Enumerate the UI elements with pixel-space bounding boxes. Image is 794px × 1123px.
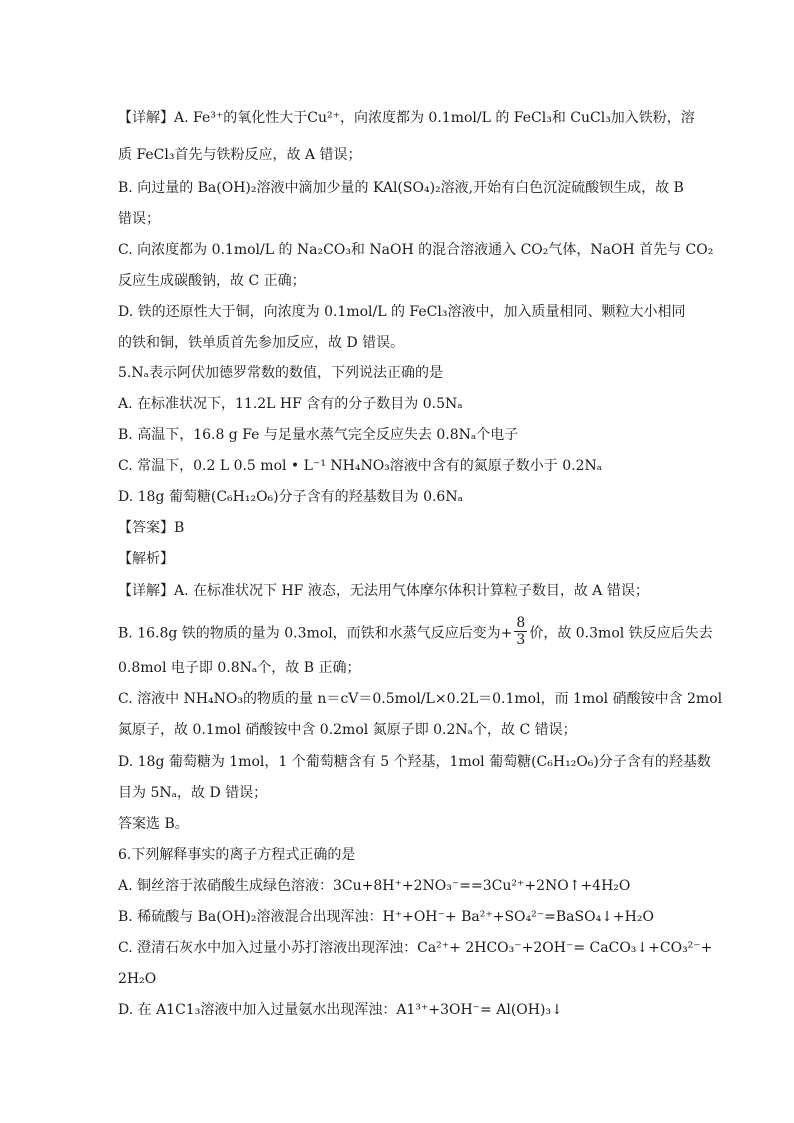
analysis-label: 【解析】	[118, 551, 174, 567]
question-5-option-b: B. 高温下，16.8 g Fe 与足量水蒸气完全反应失去 0.8Nₐ个电子	[118, 427, 519, 443]
question-6-option-b: B. 稀硫酸与 Ba(OH)₂溶液混合出现浑浊：H⁺+OH⁻+ Ba²⁺+SO₄²⁻=BaSO₄↓+H₂O	[118, 909, 654, 925]
question-6-option-a: A. 铜丝溶于浓硝酸生成绿色溶液：3Cu+8H⁺+2NO₃⁻==3Cu²⁺+2NO↑+4H₂O	[118, 878, 631, 894]
explanation-line: C. 向浓度都为 0.1mol/L 的 Na₂CO₃和 NaOH 的混合溶液通入 CO₂气体，NaOH 首先与 CO₂	[118, 242, 714, 258]
fraction-numerator: 8	[516, 615, 526, 631]
explanation-line: 【详解】A. Fe³⁺的氧化性大于Cu²⁺，向浓度都为 0.1mol/L 的 FeCl₃和 CuCl₃加入铁粉，溶	[118, 110, 695, 126]
explanation-line: C. 溶液中 NH₄NO₃的物质的量 n＝cV＝0.5mol/L×0.2L＝0.1mol，而 1mol 硝酸铵中含 2mol	[118, 691, 723, 707]
explanation-line: 氮原子，故 0.1mol 硝酸铵中含 0.2mol 氮原子即 0.2Nₐ个，故 C 错误；	[118, 722, 577, 738]
question-5-option-c: C. 常温下，0.2 L 0.5 mol • L⁻¹ NH₄NO₃溶液中含有的氮原子数小于 0.2Nₐ	[118, 458, 603, 474]
question-6-option-d: D. 在 A1C1₃溶液中加入过量氨水出现浑浊：A1³⁺+3OH⁻= Al(OH)₃↓	[118, 1002, 563, 1018]
explanation-line: D. 18g 葡萄糖为 1mol，1 个葡萄糖含有 5 个羟基，1mol 葡萄糖(C₆H₁₂O₆)分子含有的羟基数	[118, 754, 711, 770]
question-5-option-d: D. 18g 葡萄糖(C₆H₁₂O₆)分子含有的羟基数目为 0.6Nₐ	[118, 489, 463, 505]
explanation-line: 0.8mol 电子即 0.8Nₐ个，故 B 正确；	[118, 660, 361, 676]
explanation-line: B. 向过量的 Ba(OH)₂溶液中滴加少量的 KAl(SO₄)₂溶液,开始有白色沉淀硫酸钡生成，故 B	[118, 180, 684, 196]
answer-conclusion: 答案选 B。	[118, 816, 189, 832]
explanation-line: 反应生成碳酸钠，故 C 正确；	[118, 273, 306, 289]
question-6-option-c: C. 澄清石灰水中加入过量小苏打溶液出现浑浊：Ca²⁺+ 2HCO₃⁻+2OH⁻= CaCO₃↓+CO₃²⁻+	[118, 940, 713, 956]
fraction	[514, 615, 527, 648]
explanation-line: 的铁和铜，铁单质首先参加反应，故 D 错误。	[118, 335, 405, 351]
explanation-line: 错误；	[118, 211, 160, 227]
explanation-text: B. 16.8g 铁的物质的量为 0.3mol，而铁和水蒸气反应后变为+	[118, 625, 513, 642]
question-5-stem: 5.Nₐ表示阿伏加德罗常数的数值，下列说法正确的是	[118, 365, 444, 381]
explanation-line: 目为 5Nₐ，故 D 错误；	[118, 785, 268, 801]
question-6-stem: 6.下列解释事实的离子方程式正确的是	[118, 847, 356, 863]
explanation-text: 价，故 0.3mol 铁反应后失去	[529, 625, 713, 642]
question-6-option-c-cont: 2H₂O	[118, 971, 157, 987]
answer-label: 【答案】B	[118, 520, 185, 536]
explanation-line: 质 FeCl₃首先与铁粉反应，故 A 错误；	[118, 147, 362, 163]
fraction-denominator: 3	[516, 632, 526, 648]
explanation-line: D. 铁的还原性大于铜，向浓度为 0.1mol/L 的 FeCl₃溶液中，加入质量相同、颗粒大小相同	[118, 304, 686, 320]
explanation-line-with-fraction	[118, 617, 713, 650]
question-5-option-a: A. 在标准状况下，11.2L HF 含有的分子数目为 0.5Nₐ	[118, 396, 463, 412]
explanation-line: 【详解】A. 在标准状况下 HF 液态，无法用气体摩尔体积计算粒子数目，故 A 错误；	[118, 583, 649, 599]
